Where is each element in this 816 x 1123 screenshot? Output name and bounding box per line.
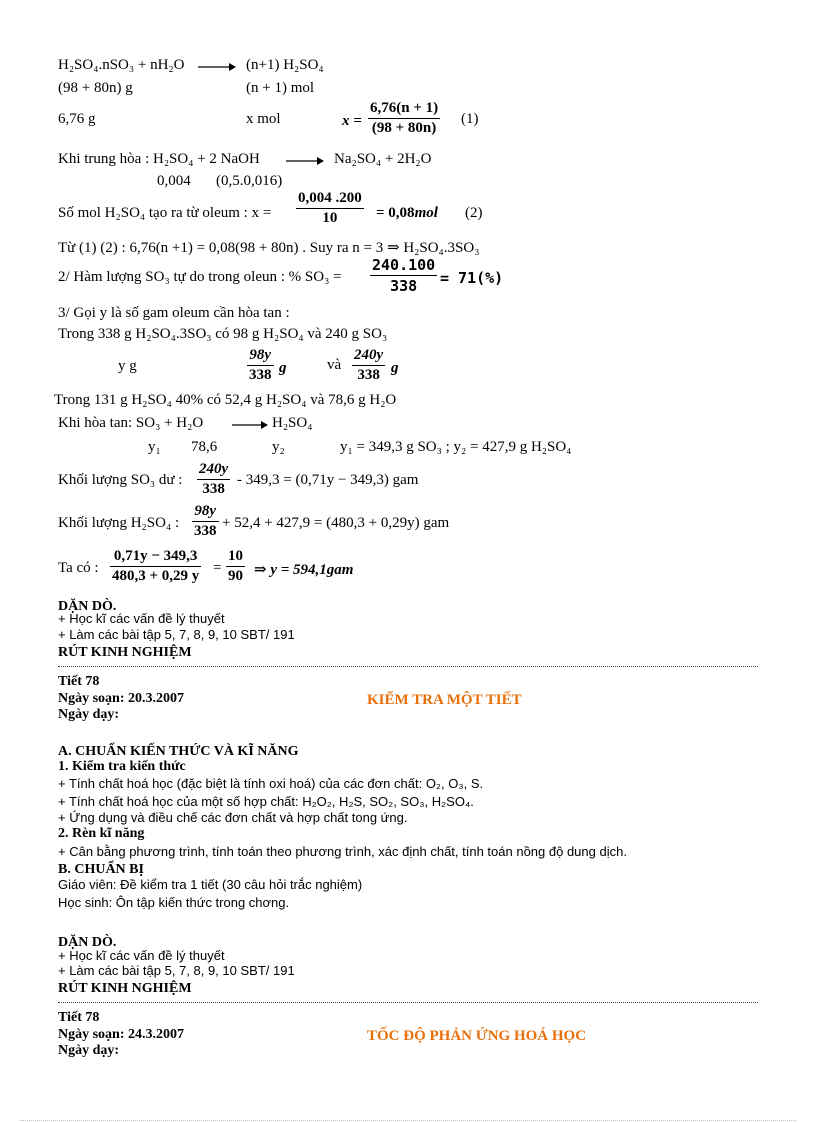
dando-item: + Học kĩ các vấn đề lý thuyết xyxy=(58,611,225,626)
unit-g: g xyxy=(279,360,287,376)
rut-kinh-nghiem-heading: RÚT KINH NGHIỆM xyxy=(58,645,192,660)
prepared-date: Ngày soạn: 24.3.2007 xyxy=(58,1027,185,1042)
lesson-number: Tiết 78 xyxy=(58,1010,100,1025)
page-bottom-divider xyxy=(20,1120,796,1121)
fraction-denominator: 90 xyxy=(228,568,243,584)
fraction-so3-excess xyxy=(197,461,230,498)
final-answer: ⇒ y = 594,1gam xyxy=(254,562,354,578)
y-values: y₁ = 349,3 g SO₃ ; y₂ = 427,9 g H₂SO₄ xyxy=(340,439,572,455)
mol-result: = 0,08mol xyxy=(376,205,438,221)
neutralization-value: 0,004 xyxy=(157,173,191,189)
equation-tag: (2) xyxy=(465,205,483,221)
fraction-denominator: 338 xyxy=(194,523,217,539)
dotted-divider xyxy=(58,1002,758,1003)
dando-item: + Làm các bài tập 5, 7, 8, 9, 10 SBT/ 191 xyxy=(58,627,295,642)
fraction-ratio xyxy=(110,548,201,585)
percent-result: = 71(%) xyxy=(440,269,504,287)
rut-kinh-nghiem-heading: RÚT KINH NGHIỆM xyxy=(58,981,192,996)
lesson-number: Tiết 78 xyxy=(58,674,100,689)
dando-item: + Làm các bài tập 5, 7, 8, 9, 10 SBT/ 191 xyxy=(58,963,295,978)
equals-sign: = xyxy=(213,560,222,576)
so3-excess-label: Khối lượng SO₃ dư : xyxy=(58,472,183,488)
fraction-numerator: 0,004 .200 xyxy=(298,190,362,206)
fraction-x xyxy=(368,100,440,137)
fraction-mol xyxy=(296,190,364,227)
h2so4-mass-label: Khối lượng H₂SO₄ : xyxy=(58,515,180,531)
fraction-percent xyxy=(370,256,437,295)
solve-n: Từ (1) (2) : 6,76(n +1) = 0,08(98 + 80n) . Suy ra n = 3 ⇒ H₂SO₄.3SO₃ xyxy=(58,240,480,256)
fraction-denominator: 338 xyxy=(202,481,225,497)
and-word: và xyxy=(327,357,342,373)
solution-composition: Trong 131 g H₂SO₄ 40% có 52,4 g H₂SO₄ và 78,6 g H₂O xyxy=(54,392,397,408)
dando-item: + Học kĩ các vấn đề lý thuyết xyxy=(58,948,225,963)
fraction-denominator: (98 + 80n) xyxy=(371,120,437,136)
fraction-ten-ninety xyxy=(226,548,245,585)
step3-heading: 3/ Gọi y là số gam oleum cần hòa tan : xyxy=(58,305,290,321)
oleum-composition: Trong 338 g H₂SO₄.3SO₃ có 98 g H₂SO₄ và 240 g SO₃ xyxy=(58,326,388,342)
x-label: x = xyxy=(342,113,362,129)
y-gram: y g xyxy=(118,358,137,374)
list-item: Giáo viên: Đề kiểm tra 1 tiết (30 câu hỏi trắc nghiệm) xyxy=(58,877,363,892)
subheading: 2. Rèn kĩ năng xyxy=(58,826,145,841)
h2so4-mass-result: + 52,4 + 427,9 = (480,3 + 0,29y) gam xyxy=(222,515,450,531)
fraction-numerator: 98y xyxy=(194,503,217,519)
subheading: 1. Kiểm tra kiến thức xyxy=(58,759,186,774)
ratio-label: Ta có : xyxy=(58,560,99,576)
fraction-h2so4 xyxy=(247,347,274,384)
reaction-right: (n+1) H₂SO₄ xyxy=(246,57,324,73)
list-item: + Tính chất hoá học (đặc biệt là tính oxi hoá) của các đơn chất: O₂, O₃, S. xyxy=(58,776,484,791)
fraction-h2so4-mass xyxy=(192,503,219,540)
fraction-numerator: 240y xyxy=(354,347,384,363)
fraction-numerator: 10 xyxy=(228,548,243,564)
reaction-arrow-icon xyxy=(198,62,236,72)
dando-heading: DẶN DÒ. xyxy=(58,599,117,614)
fraction-denominator: 338 xyxy=(357,367,380,383)
fraction-denominator: 10 xyxy=(322,210,338,226)
lesson-title: KIỂM TRA MỘT TIẾT xyxy=(367,692,522,708)
part-a-heading: A. CHUẨN KIẾN THỨC VÀ KĨ NĂNG xyxy=(58,744,299,759)
dissolve-reaction: Khi hòa tan: SO₃ + H₂O xyxy=(58,415,204,431)
list-item: + Tính chất hoá học của một số hợp chất: H₂O₂, H₂S, SO₂, SO₃, H₂SO₄. xyxy=(58,794,474,809)
neutralization-calc: (0,5.0,016) xyxy=(216,173,283,189)
lesson-title: TỐC ĐỘ PHẢN ỨNG HOÁ HỌC xyxy=(367,1028,587,1044)
fraction-numerator: 98y xyxy=(249,347,272,363)
fraction-numerator: 0,71y − 349,3 xyxy=(113,548,198,564)
neutralization-left: Khi trung hòa : H₂SO₄ + 2 NaOH xyxy=(58,151,260,167)
mass-row: (98 + 80n) g xyxy=(58,80,133,96)
teaching-date: Ngày dạy: xyxy=(58,707,120,722)
dissolve-product: H₂SO₄ xyxy=(272,415,313,431)
fraction-numerator: 240y xyxy=(199,461,229,477)
prepared-date: Ngày soạn: 20.3.2007 xyxy=(58,691,185,706)
list-item: + Ứng dụng và điều chế các đơn chất và hợp chất tong ứng. xyxy=(58,810,408,825)
fraction-denominator: 338 xyxy=(249,367,272,383)
list-item: + Cân bằng phương trình, tính toán theo phương trình, xác định chất, tính toán nồng độ dung dịch. xyxy=(58,844,627,859)
part-b-heading: B. CHUẨN BỊ xyxy=(58,862,144,877)
list-item: Học sinh: Ôn tập kiến thức trong chơng. xyxy=(58,895,290,910)
fraction-numerator: 6,76(n + 1) xyxy=(370,100,439,116)
teaching-date: Ngày dạy: xyxy=(58,1043,120,1058)
fraction-denominator: 338 xyxy=(390,277,418,295)
fraction-so3 xyxy=(352,347,385,384)
neutralization-right: Na₂SO₄ + 2H₂O xyxy=(334,151,432,167)
dotted-divider xyxy=(58,666,758,667)
reaction-arrow-icon xyxy=(232,420,268,430)
equation-tag: (1) xyxy=(461,111,479,127)
water-mass: 78,6 xyxy=(191,439,218,455)
given-mol: x mol xyxy=(246,111,281,127)
reaction-left: H₂SO₄.nSO₃ + nH₂O xyxy=(58,57,185,73)
mol-oleum-label: Số mol H₂SO₄ tạo ra từ oleum : x = xyxy=(58,205,272,221)
fraction-denominator: 480,3 + 0,29 y xyxy=(112,568,200,584)
so3-percent-label: 2/ Hàm lượng SO₃ tự do trong oleun : % SO₃ = xyxy=(58,269,342,285)
given-mass: 6,76 g xyxy=(58,111,96,127)
mol-row: (n + 1) mol xyxy=(246,80,315,96)
y2-label: y₂ xyxy=(272,439,285,455)
so3-excess-result: - 349,3 = (0,71y − 349,3) gam xyxy=(237,472,419,488)
reaction-arrow-icon xyxy=(286,156,324,166)
unit-g: g xyxy=(391,360,399,376)
fraction-numerator: 240.100 xyxy=(372,256,436,274)
y1-label: y₁ xyxy=(148,439,161,455)
dando-heading: DẶN DÒ. xyxy=(58,935,117,950)
